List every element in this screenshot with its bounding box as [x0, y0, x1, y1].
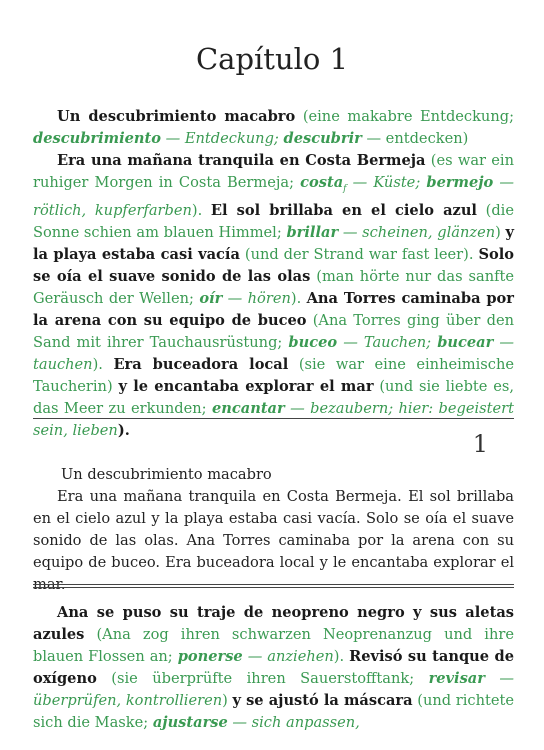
vocab-rest: — entdecken): [361, 130, 469, 147]
sentence-close: ).: [191, 201, 211, 219]
vocab-entry: revisar — überprüfen, kontrollieren: [33, 670, 514, 709]
sentence-es: Era una mañana tranquila en Costa Bermeja: [57, 152, 426, 169]
heading-es: Un descubrimiento macabro: [57, 108, 296, 125]
sentence-close: ): [222, 692, 233, 709]
section-divider-double: [33, 584, 514, 588]
sentence-close: ): [495, 223, 506, 241]
sentence-de: (und richtete sich die Maske;: [33, 692, 514, 731]
vocab-entry: buceo — Tauchen; bucear — tauchen: [33, 333, 514, 373]
bilingual-paragraph-1: [33, 150, 514, 442]
sentence-de: (Ana Torres ging über den Sand mit ihrer Tauchausrüstung;: [33, 311, 514, 351]
sentence-es: y se ajustó la máscara: [232, 692, 413, 709]
sentence-close: ).: [333, 648, 350, 665]
vocab-entry: encantar — bezaubern; hier: begeistert sein, lieben: [33, 399, 514, 439]
sentence-es: Ana se puso su traje de neopreno negro y sus aletas azules: [33, 604, 514, 643]
sentence-es: y la playa estaba casi vacía: [33, 223, 514, 263]
vocab-entry: costa$_f$ — Küste; bermejo — rötlich, kupferfarben: [33, 174, 515, 219]
vocab-entry: oír — hören: [199, 289, 291, 307]
bilingual-paragraph-2: [33, 602, 514, 734]
sentence-de: (es war ein ruhiger Morgen in Costa Bermeja;: [33, 152, 515, 191]
sentence-de: (man hörte nur das sanfte Geräusch der Wellen;: [33, 267, 515, 307]
sentence-close: ).: [92, 355, 114, 373]
sentence-de: (und sie liebte es, das Meer zu erkunden;: [33, 377, 514, 417]
sentence-es: Solo se oía el suave sonido de las olas: [33, 245, 514, 285]
vocab-entry: ajustarse — sich anpassen,: [152, 714, 360, 731]
vocab-entry: descubrimiento — Entdeckung; descubrir: [33, 130, 362, 147]
plain-text: Era una mañana tranquila en Costa Bermeja. El sol brillaba en el cielo azul y la playa estaba casi vacía. Solo se oía el suave sonido de las olas. Ana Torres caminaba por la arena con su equipo de buceo. Era buceadora local y le encantaba explorar el mar.: [33, 488, 514, 593]
sentence-de: (sie war eine einheimische Taucherin): [33, 355, 514, 395]
sentence-de: (die Sonne schien am blauen Himmel;: [33, 201, 514, 241]
sentence-de: (sie überprüfte ihren Sauerstofftank;: [96, 670, 429, 687]
bilingual-heading-paragraph: [33, 106, 514, 150]
heading-de: (eine makabre Entdeckung;: [302, 108, 514, 125]
sentence-es: Revisó su tanque de oxígeno: [33, 648, 514, 687]
page-number: 1: [472, 430, 488, 458]
vocab-entry: ponerse — anziehen: [177, 648, 334, 665]
sentence-de: (und der Strand war fast leer).: [239, 245, 479, 263]
sentence-de: (Ana zog ihren schwarzen Neoprenanzug und ihre blauen Flossen an;: [33, 626, 514, 665]
sentence-es: Era buceadora local: [113, 355, 289, 373]
section-divider: [33, 418, 514, 419]
sentence-es: El sol brillaba en el cielo azul: [210, 201, 477, 219]
sentence-close: ).: [117, 421, 130, 439]
sentence-close: ).: [290, 289, 307, 307]
chapter-title: Capítulo 1: [195, 42, 349, 76]
sentence-es: y le encantaba explorar el mar: [118, 377, 374, 395]
plain-heading: Un descubrimiento macabro: [61, 466, 272, 483]
vocab-entry: brillar — scheinen, glänzen: [286, 223, 496, 241]
sentence-es: Ana Torres caminaba por la arena con su equipo de buceo: [33, 289, 514, 329]
